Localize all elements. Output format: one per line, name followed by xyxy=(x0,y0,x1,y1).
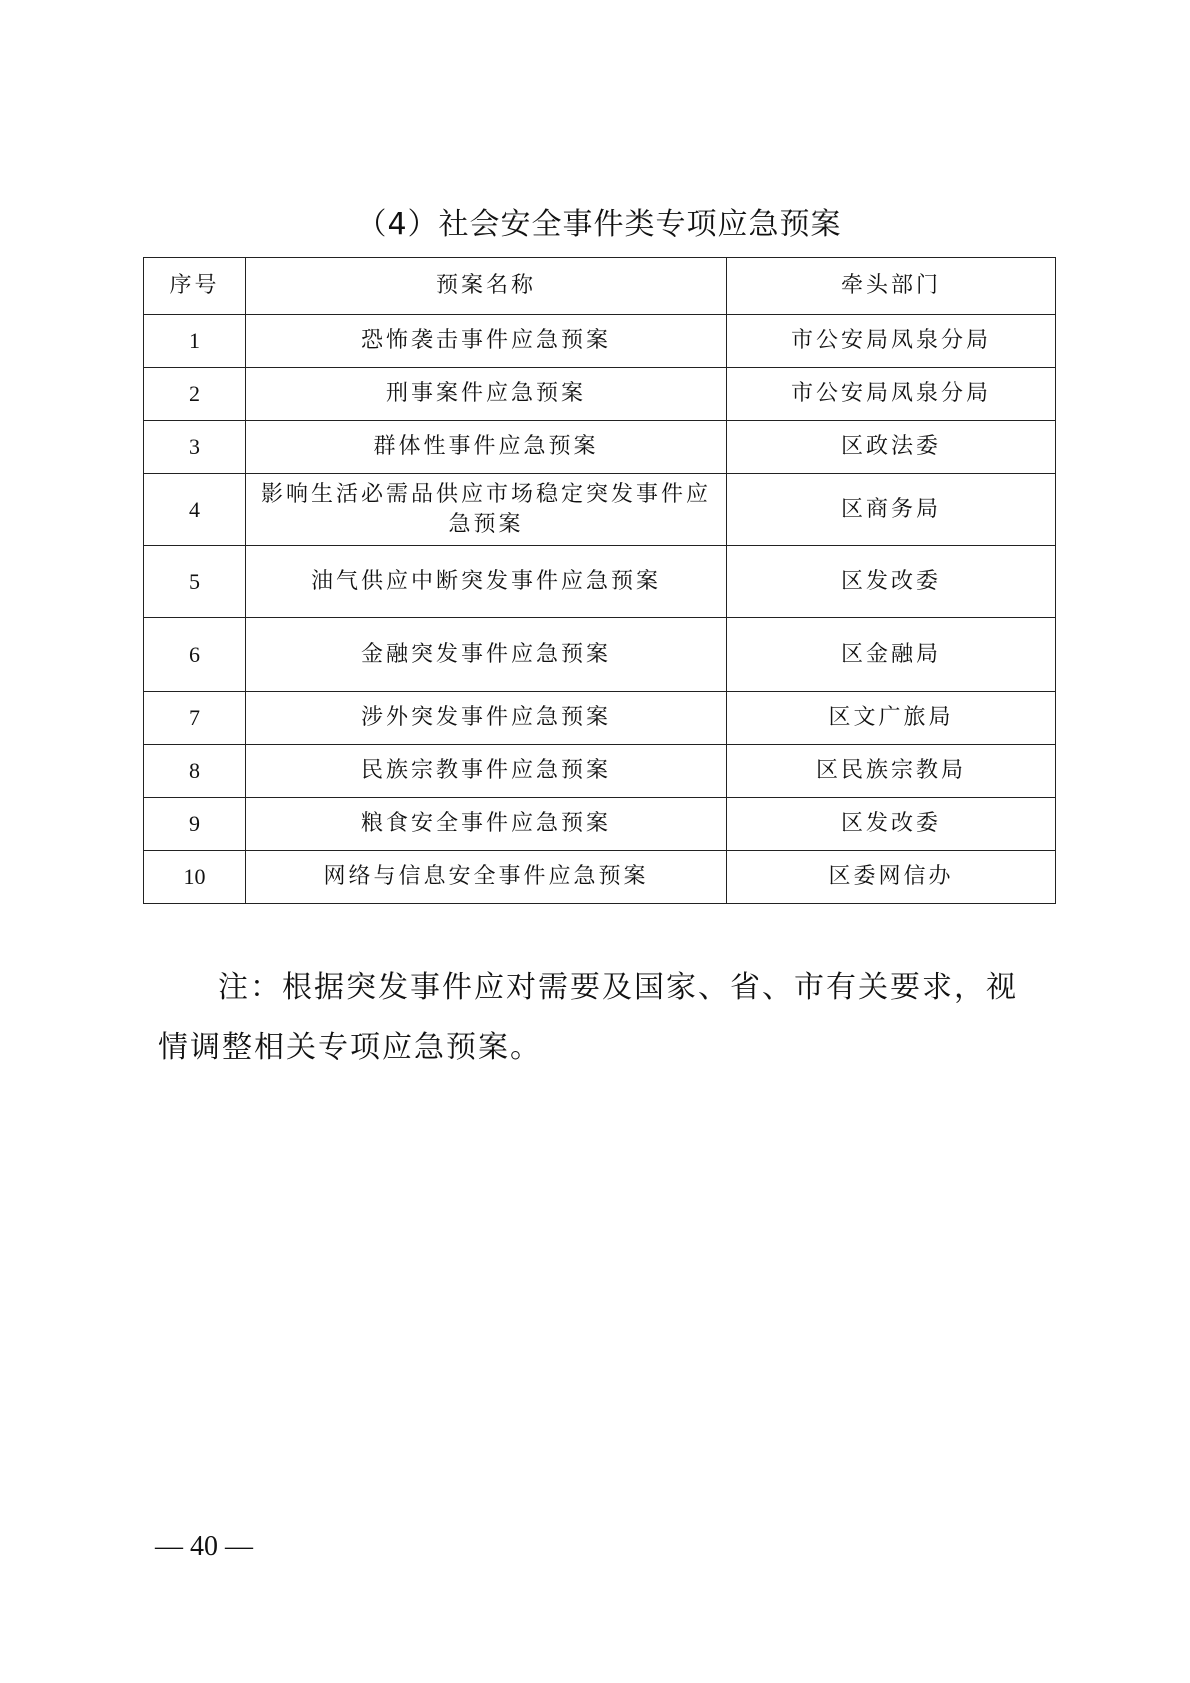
row-plan-name: 影响生活必需品供应市场稳定突发事件应急预案 xyxy=(246,474,727,546)
header-serial-number: 序号 xyxy=(144,258,246,315)
row-serial-number: 2 xyxy=(144,368,246,421)
row-plan-name: 刑事案件应急预案 xyxy=(246,368,727,421)
row-serial-number: 1 xyxy=(144,315,246,368)
row-serial-number: 10 xyxy=(144,851,246,904)
row-serial-number: 9 xyxy=(144,798,246,851)
emergency-plans-table xyxy=(143,257,1056,904)
row-serial-number: 5 xyxy=(144,546,246,618)
row-plan-name: 网络与信息安全事件应急预案 xyxy=(246,851,727,904)
header-lead-department: 牵头部门 xyxy=(727,258,1056,315)
row-plan-name: 金融突发事件应急预案 xyxy=(246,618,727,692)
table-row xyxy=(144,421,1056,474)
table-row xyxy=(144,745,1056,798)
row-lead-department: 区金融局 xyxy=(727,618,1056,692)
row-plan-name: 民族宗教事件应急预案 xyxy=(246,745,727,798)
row-serial-number: 4 xyxy=(144,474,246,546)
footnote: 注：根据突发事件应对需要及国家、省、市有关要求，视情调整相关专项应急预案。 xyxy=(158,970,1018,1065)
table-row xyxy=(144,692,1056,745)
row-serial-number: 6 xyxy=(144,618,246,692)
row-lead-department: 市公安局凤泉分局 xyxy=(727,368,1056,421)
row-lead-department: 区发改委 xyxy=(727,546,1056,618)
table-row xyxy=(144,315,1056,368)
table-row xyxy=(144,474,1056,546)
table-row xyxy=(144,618,1056,692)
table-row xyxy=(144,368,1056,421)
row-serial-number: 7 xyxy=(144,692,246,745)
table-title: （4）社会安全事件类专项应急预案 xyxy=(356,207,842,242)
row-serial-number: 3 xyxy=(144,421,246,474)
table-header-row xyxy=(144,258,1056,315)
row-plan-name: 油气供应中断突发事件应急预案 xyxy=(246,546,727,618)
row-lead-department: 区政法委 xyxy=(727,421,1056,474)
row-lead-department: 区商务局 xyxy=(727,474,1056,546)
table-row xyxy=(144,851,1056,904)
row-lead-department: 市公安局凤泉分局 xyxy=(727,315,1056,368)
header-plan-name: 预案名称 xyxy=(246,258,727,315)
row-lead-department: 区民族宗教局 xyxy=(727,745,1056,798)
row-lead-department: 区委网信办 xyxy=(727,851,1056,904)
row-lead-department: 区文广旅局 xyxy=(727,692,1056,745)
row-plan-name: 恐怖袭击事件应急预案 xyxy=(246,315,727,368)
row-plan-name: 粮食安全事件应急预案 xyxy=(246,798,727,851)
row-plan-name: 群体性事件应急预案 xyxy=(246,421,727,474)
row-plan-name: 涉外突发事件应急预案 xyxy=(246,692,727,745)
row-serial-number: 8 xyxy=(144,745,246,798)
table-row xyxy=(144,798,1056,851)
table-row xyxy=(144,546,1056,618)
row-lead-department: 区发改委 xyxy=(727,798,1056,851)
page-number: — 40 — xyxy=(155,1531,253,1562)
